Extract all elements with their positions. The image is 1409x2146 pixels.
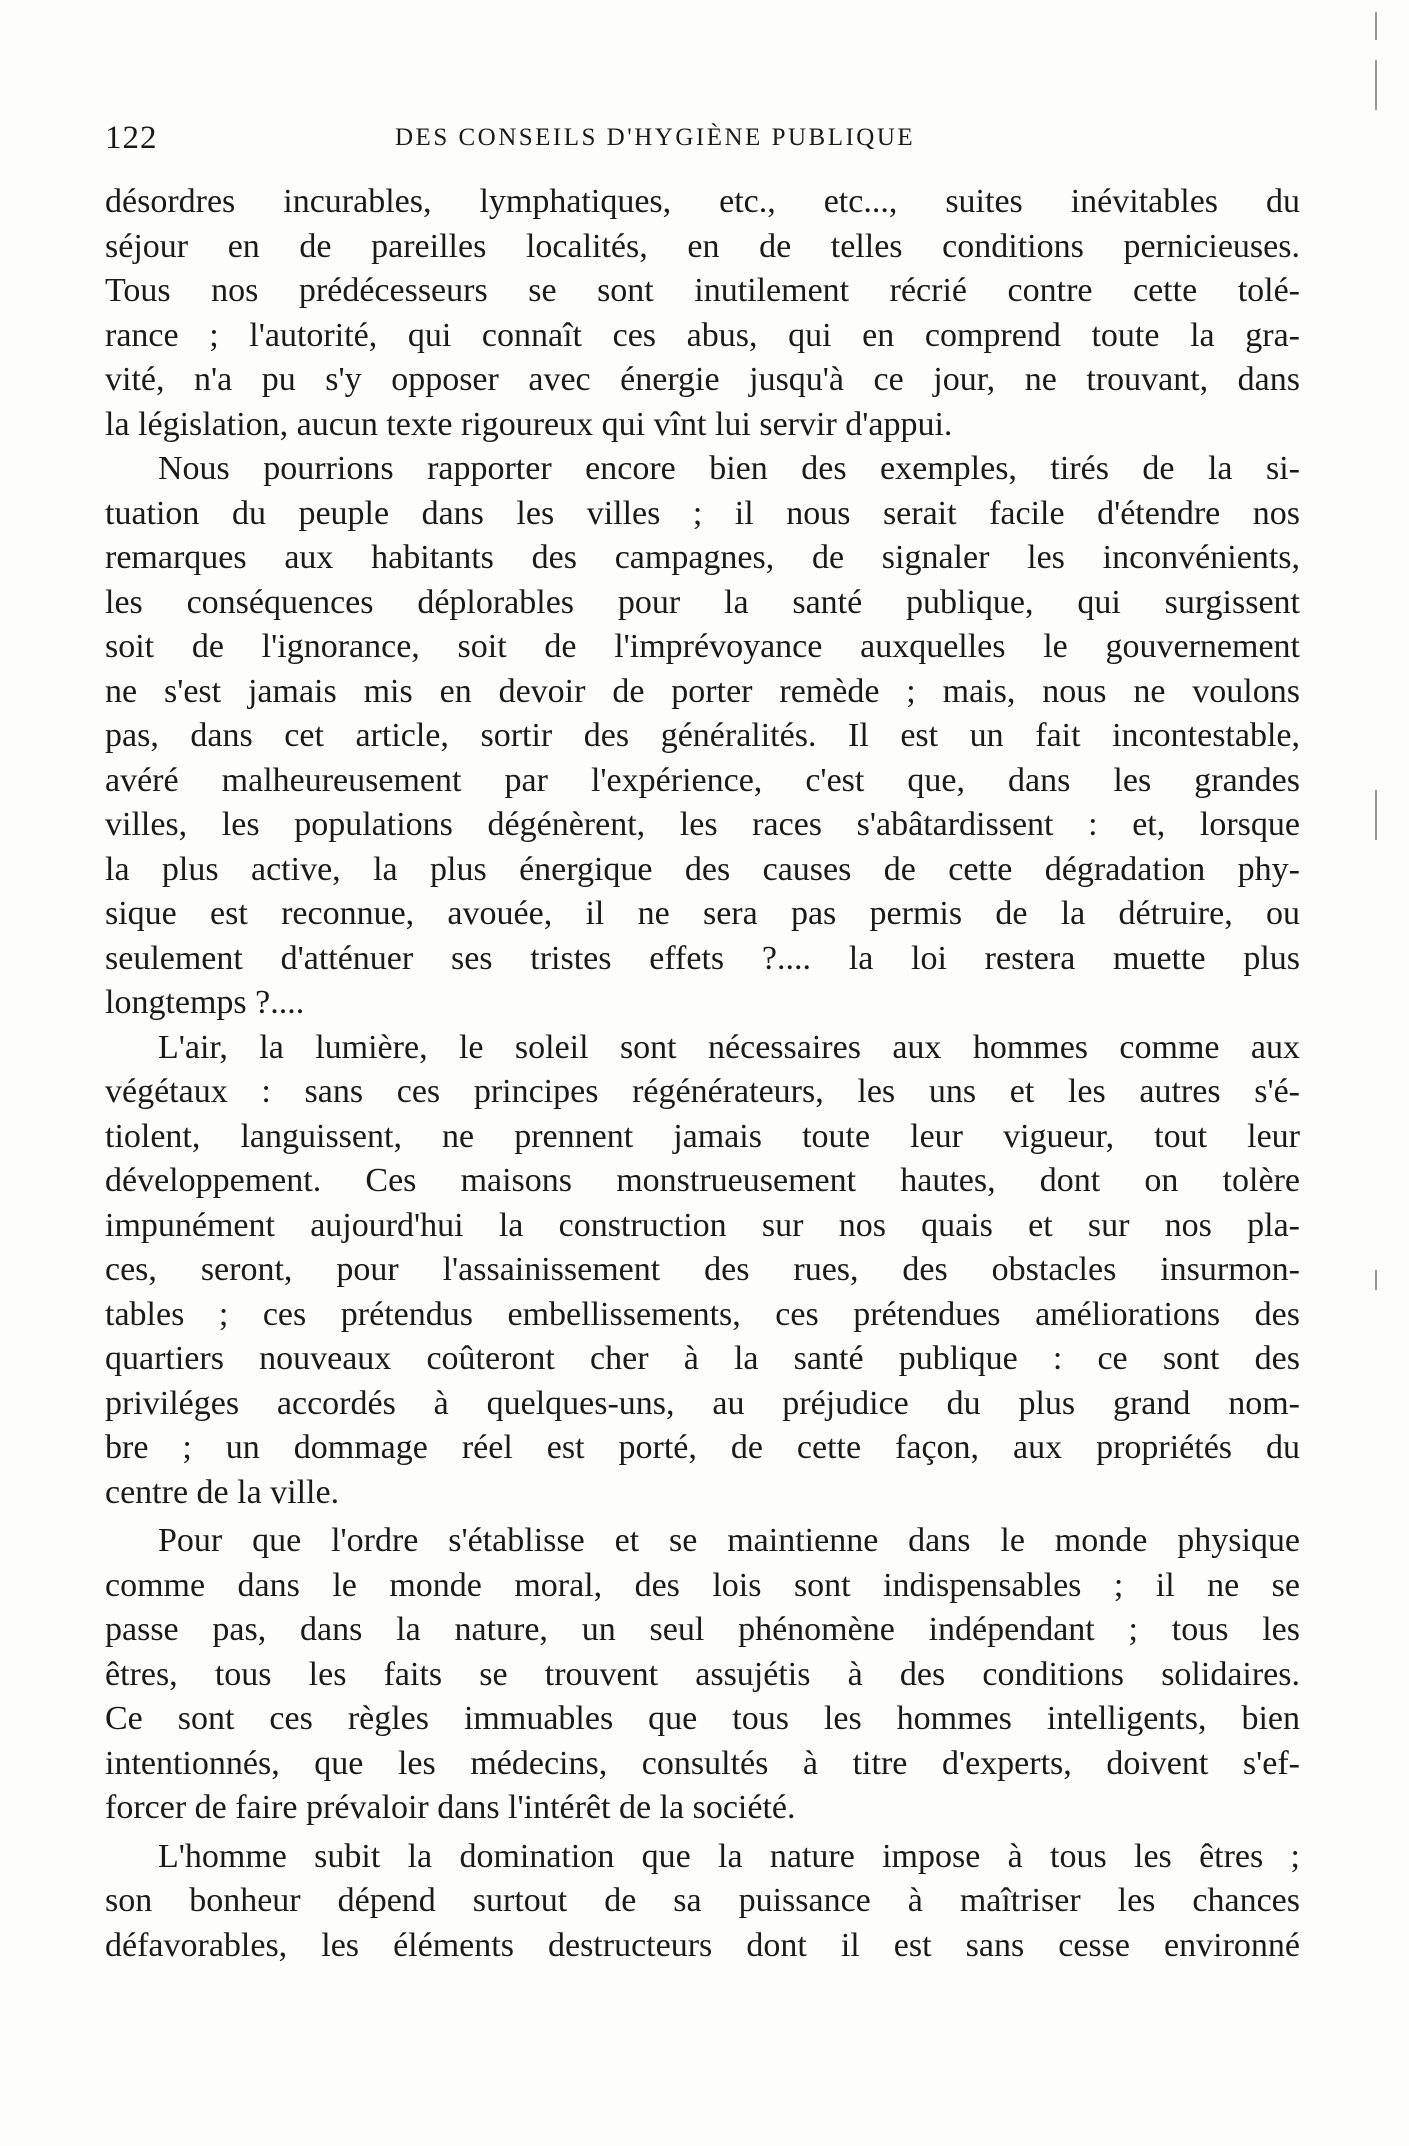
scan-margin-mark	[1375, 12, 1377, 40]
text-line: intentionnés, que les médecins, consultés à titre d'experts, doivent s'ef-	[105, 1744, 1300, 1782]
text-line: vité, n'a pu s'y opposer avec énergie jusqu'à ce jour, ne trouvant, dans	[105, 361, 1300, 398]
running-title: DES CONSEILS D'HYGIÈNE PUBLIQUE	[395, 124, 916, 151]
text-line: villes, les populations dégénèrent, les races s'abâtardissent : et, lorsque	[105, 806, 1300, 843]
page-number: 122	[105, 120, 158, 156]
text-line: séjour en de pareilles localités, en de telles conditions pernicieuses.	[105, 227, 1300, 265]
paragraph-1	[105, 180, 1300, 447]
text-line: soit de l'ignorance, soit de l'imprévoyance auxquelles le gouvernement	[105, 628, 1300, 665]
text-line: seulement d'atténuer ses tristes effets ?.... la loi restera muette plus	[105, 939, 1300, 977]
text-line: longtemps ?....	[105, 984, 305, 1021]
scan-margin-mark	[1375, 790, 1377, 840]
text-line: défavorables, les éléments destructeurs dont il est sans cesse environné	[105, 1926, 1300, 1964]
text-line: la législation, aucun texte rigoureux qui vînt lui servir d'appui.	[105, 405, 953, 443]
text-line: végétaux : sans ces principes régénérateurs, les uns et les autres s'é-	[105, 1073, 1300, 1110]
scan-margin-mark	[1375, 1270, 1377, 1290]
page-header	[105, 120, 1305, 160]
paragraph-3	[105, 1026, 1300, 1516]
text-line: sique est reconnue, avouée, il ne sera pas permis de la détruire, ou	[105, 895, 1300, 932]
text-line: rance ; l'autorité, qui connaît ces abus, qui en comprend toute la gra-	[105, 316, 1300, 354]
text-line: Nous pourrions rapporter encore bien des exemples, tirés de la si-	[158, 450, 1300, 487]
text-line: priviléges accordés à quelques-uns, au préjudice du plus grand nom-	[105, 1384, 1300, 1422]
text-line: centre de la ville.	[105, 1473, 340, 1511]
text-line: passe pas, dans la nature, un seul phénomène indépendant ; tous les	[105, 1611, 1300, 1648]
text-line: comme dans le monde moral, des lois sont indispensables ; il ne se	[105, 1566, 1300, 1604]
scan-margin-mark	[1375, 60, 1377, 110]
text-line: son bonheur dépend surtout de sa puissance à maîtriser les chances	[105, 1882, 1300, 1919]
text-line: avéré malheureusement par l'expérience, c'est que, dans les grandes	[105, 761, 1300, 799]
text-line: remarques aux habitants des campagnes, de signaler les inconvénients,	[105, 539, 1300, 576]
paragraph-4	[105, 1519, 1300, 1831]
text-line: tuation du peuple dans les villes ; il nous serait facile d'étendre nos	[105, 494, 1300, 532]
text-line: les conséquences déplorables pour la santé publique, qui surgissent	[105, 583, 1300, 621]
body-text	[105, 180, 1300, 1968]
text-line: pas, dans cet article, sortir des généralités. Il est un fait incontestable,	[105, 717, 1300, 754]
text-line: ne s'est jamais mis en devoir de porter remède ; mais, nous ne voulons	[105, 672, 1300, 710]
text-line: ces, seront, pour l'assainissement des rues, des obstacles insurmon-	[105, 1251, 1300, 1288]
text-line: forcer de faire prévaloir dans l'intérêt de la société.	[105, 1789, 796, 1826]
text-line: L'air, la lumière, le soleil sont nécessaires aux hommes comme aux	[158, 1028, 1300, 1066]
text-line: développement. Ces maisons monstrueusement hautes, dont on tolère	[105, 1162, 1300, 1199]
text-line: L'homme subit la domination que la nature impose à tous les êtres ;	[158, 1837, 1300, 1875]
text-line: quartiers nouveaux coûteront cher à la santé publique : ce sont des	[105, 1340, 1300, 1377]
text-line: Tous nos prédécesseurs se sont inutilement récrié contre cette tolé-	[105, 272, 1300, 309]
text-line: impunément aujourd'hui la construction sur nos quais et sur nos pla-	[105, 1206, 1300, 1244]
text-line: tiolent, languissent, ne prennent jamais toute leur vigueur, tout leur	[105, 1117, 1300, 1155]
text-line: bre ; un dommage réel est porté, de cette façon, aux propriétés du	[105, 1429, 1300, 1466]
text-line: tables ; ces prétendus embellissements, ces prétendues améliorations des	[105, 1295, 1300, 1333]
paragraph-2	[105, 447, 1300, 1026]
text-line: Pour que l'ordre s'établisse et se maintienne dans le monde physique	[158, 1522, 1300, 1559]
text-line: désordres incurables, lymphatiques, etc., etc..., suites inévitables du	[105, 183, 1300, 220]
text-line: la plus active, la plus énergique des causes de cette dégradation phy-	[105, 850, 1300, 888]
paragraph-5	[105, 1835, 1300, 1969]
text-line: êtres, tous les faits se trouvent assujétis à des conditions solidaires.	[105, 1655, 1300, 1693]
text-line: Ce sont ces règles immuables que tous les hommes intelligents, bien	[105, 1700, 1300, 1737]
